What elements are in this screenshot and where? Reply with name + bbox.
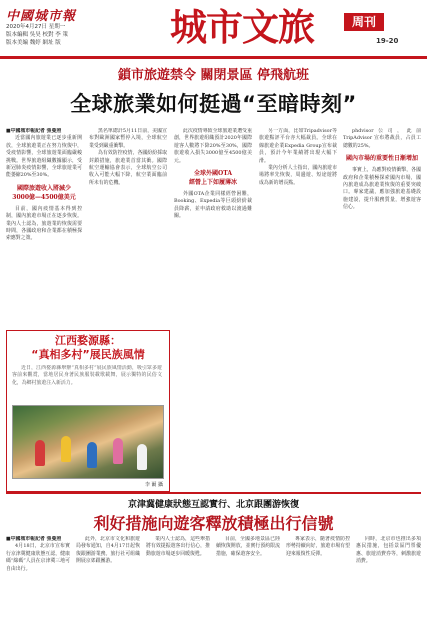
lead-subhead-ota: 全球外國OTA 經營上下如履薄冰	[188, 170, 237, 187]
photo-caption-text: 近日，江西婺源縣舉辦“真相多村”展民族風情活動，吸引眾多遊客前來觀賞，當地居民身著民族服裝載歌載舞，展示獨特的民俗文化，為鄉村旅遊注入新活力。	[12, 365, 162, 386]
lead-kicker: 鎖市旅遊禁令 關閉景區 停飛航班	[117, 68, 310, 83]
lead-col2-p2: 為有效防控疫情，各國紛紛採取封鎖措施，旅遊業首當其衝。國際航空運輸協會表示，全球航空公司收入可能大幅下降，航空業面臨前所未有的危機。	[89, 150, 167, 186]
section-title: 城市文旅	[170, 6, 314, 49]
lead-col4-p2: 業內分析人士指出，國內旅遊市場將率先恢復，周邊遊、短途遊將成為新的增長點。	[259, 165, 337, 186]
lead-col1-p1: 近當國內旅遊業已逐步重新開放，全球旅遊業正在努力恢復中，受疫情影響，全球旅遊業面臨嚴峻挑戰。世界旅遊組織數據顯示，受新冠肺炎疫情影響，全球旅遊業可能萎縮20%至30%。	[6, 135, 82, 179]
second-column-5	[286, 536, 350, 620]
second-column-3	[146, 536, 210, 620]
photo-feature-box	[6, 330, 170, 492]
lead-subhead-domestic: 國內市場的重要性日漸增加	[345, 155, 418, 163]
newspaper-logo: 中國城市報	[6, 9, 77, 24]
second-col5: 專家表示，隨著疫情防控形勢持續向好，旅遊市場有望迎來報復性反彈。	[286, 536, 350, 557]
page-number: 19-20	[376, 37, 399, 45]
second-headline: 利好措施向遊客釋放積極出行信號	[93, 514, 334, 533]
second-byline: ■中國城市報記者 張曼照	[6, 536, 62, 542]
second-column-1	[6, 536, 70, 620]
lead-col3-p2: 外國OTA企業同樣經營困難，Booking、Expedia等巨頭紛紛裁員降薪，並申請政府救助以渡過難關。	[174, 191, 252, 220]
lead-column-5	[343, 128, 421, 490]
photo-credit: 李 爾 攝	[144, 482, 163, 488]
second-column-6	[356, 536, 421, 620]
lead-subhead-revenue: 國際旅遊收入將減少 3000億—4500億美元	[12, 184, 76, 201]
issue-date: 2020年4月27日 星期一	[6, 24, 66, 30]
lead-col5-p1: phdvisor公司，此前 TripAdvisor 宣布將裁員，占員工總數的25%。	[343, 128, 421, 149]
designer-line: 版本美編 魏婷 網址 版	[6, 40, 61, 46]
second-col1: 4月18日，北京市宣布實行京津冀健康狀態互認，健康碼“綠碼”人員在京津冀三地可自由出行。	[6, 543, 70, 572]
lead-headline: 全球旅業如何挺過“至暗時刻”	[70, 92, 357, 116]
lead-column-3	[174, 128, 252, 490]
lead-col1-p2: 目前，國內疫情基本得到控制，國內旅遊市場正在逐步恢復。業內人士認為，旅遊業的恢復需要時間，各國政府和企業都在積極探索應對之策。	[6, 205, 82, 242]
photo-box-title: 江西婺源縣： “真相多村”展民族風情	[31, 334, 145, 361]
lead-col3-p1: 此次疫情導致全球旅遊業遭受重創，世界旅遊組織預計2020年國際遊客人數將下降20%至30%，國際旅遊收入損失3000億至4500億美元。	[174, 128, 252, 164]
second-col6: 同時，北京市也推出多項惠民措施，包括景區門票優惠、旅遊消費券等，刺激旅遊消費。	[356, 536, 421, 565]
lead-col2-p1: 黑名單總計5月11日前，美國宣布對歐洲國家暫停入境，全球航空業受到嚴重衝擊。	[89, 128, 167, 149]
story-divider	[6, 492, 421, 494]
second-col2: 此外，北京市文化和旅遊局發布通知，自4月17日起恢復跟團游業務。旅行社可組織開展京郊跟團游。	[76, 536, 140, 565]
lead-column-4	[259, 128, 337, 490]
lead-col5-p2: 事實上，為應對疫情衝擊，各國政府和企業積極探索國內市場，國內旅遊成為旅遊業恢復的重要突破口。專家建議，應加強旅遊基礎設施建設，提升服務質量，增強遊客信心。	[343, 167, 421, 211]
second-column-4	[216, 536, 280, 620]
masthead-divider	[0, 56, 427, 59]
second-col3: 業內人士認為，這些舉措將有效提振遊客出行信心，推動旅遊市場逐步回暖復甦。	[146, 536, 210, 557]
weekly-label: 周刊	[344, 13, 384, 31]
festival-photo	[12, 405, 164, 479]
photo-caption	[12, 365, 162, 403]
second-kicker: 京津冀健康狀態互認實行、北京跟團游恢復	[127, 500, 299, 510]
second-col4: 目前，全國多地景區已陸續恢復開放，並實行預約限流措施，確保遊客安全。	[216, 536, 280, 557]
second-column-2	[76, 536, 140, 620]
lead-col4-p1: 另一方面，比如Tripadvisor等旅遊點評平台亦大幅裁員。全球在線旅遊企業Expedia Group宣布裁員，預計今年業績將出現大幅下滑。	[259, 128, 337, 164]
editor-line: 版本編輯 吳昊 校對 李 策	[6, 32, 68, 38]
lead-byline: ■中國城市報記者 張曼照	[6, 128, 62, 134]
